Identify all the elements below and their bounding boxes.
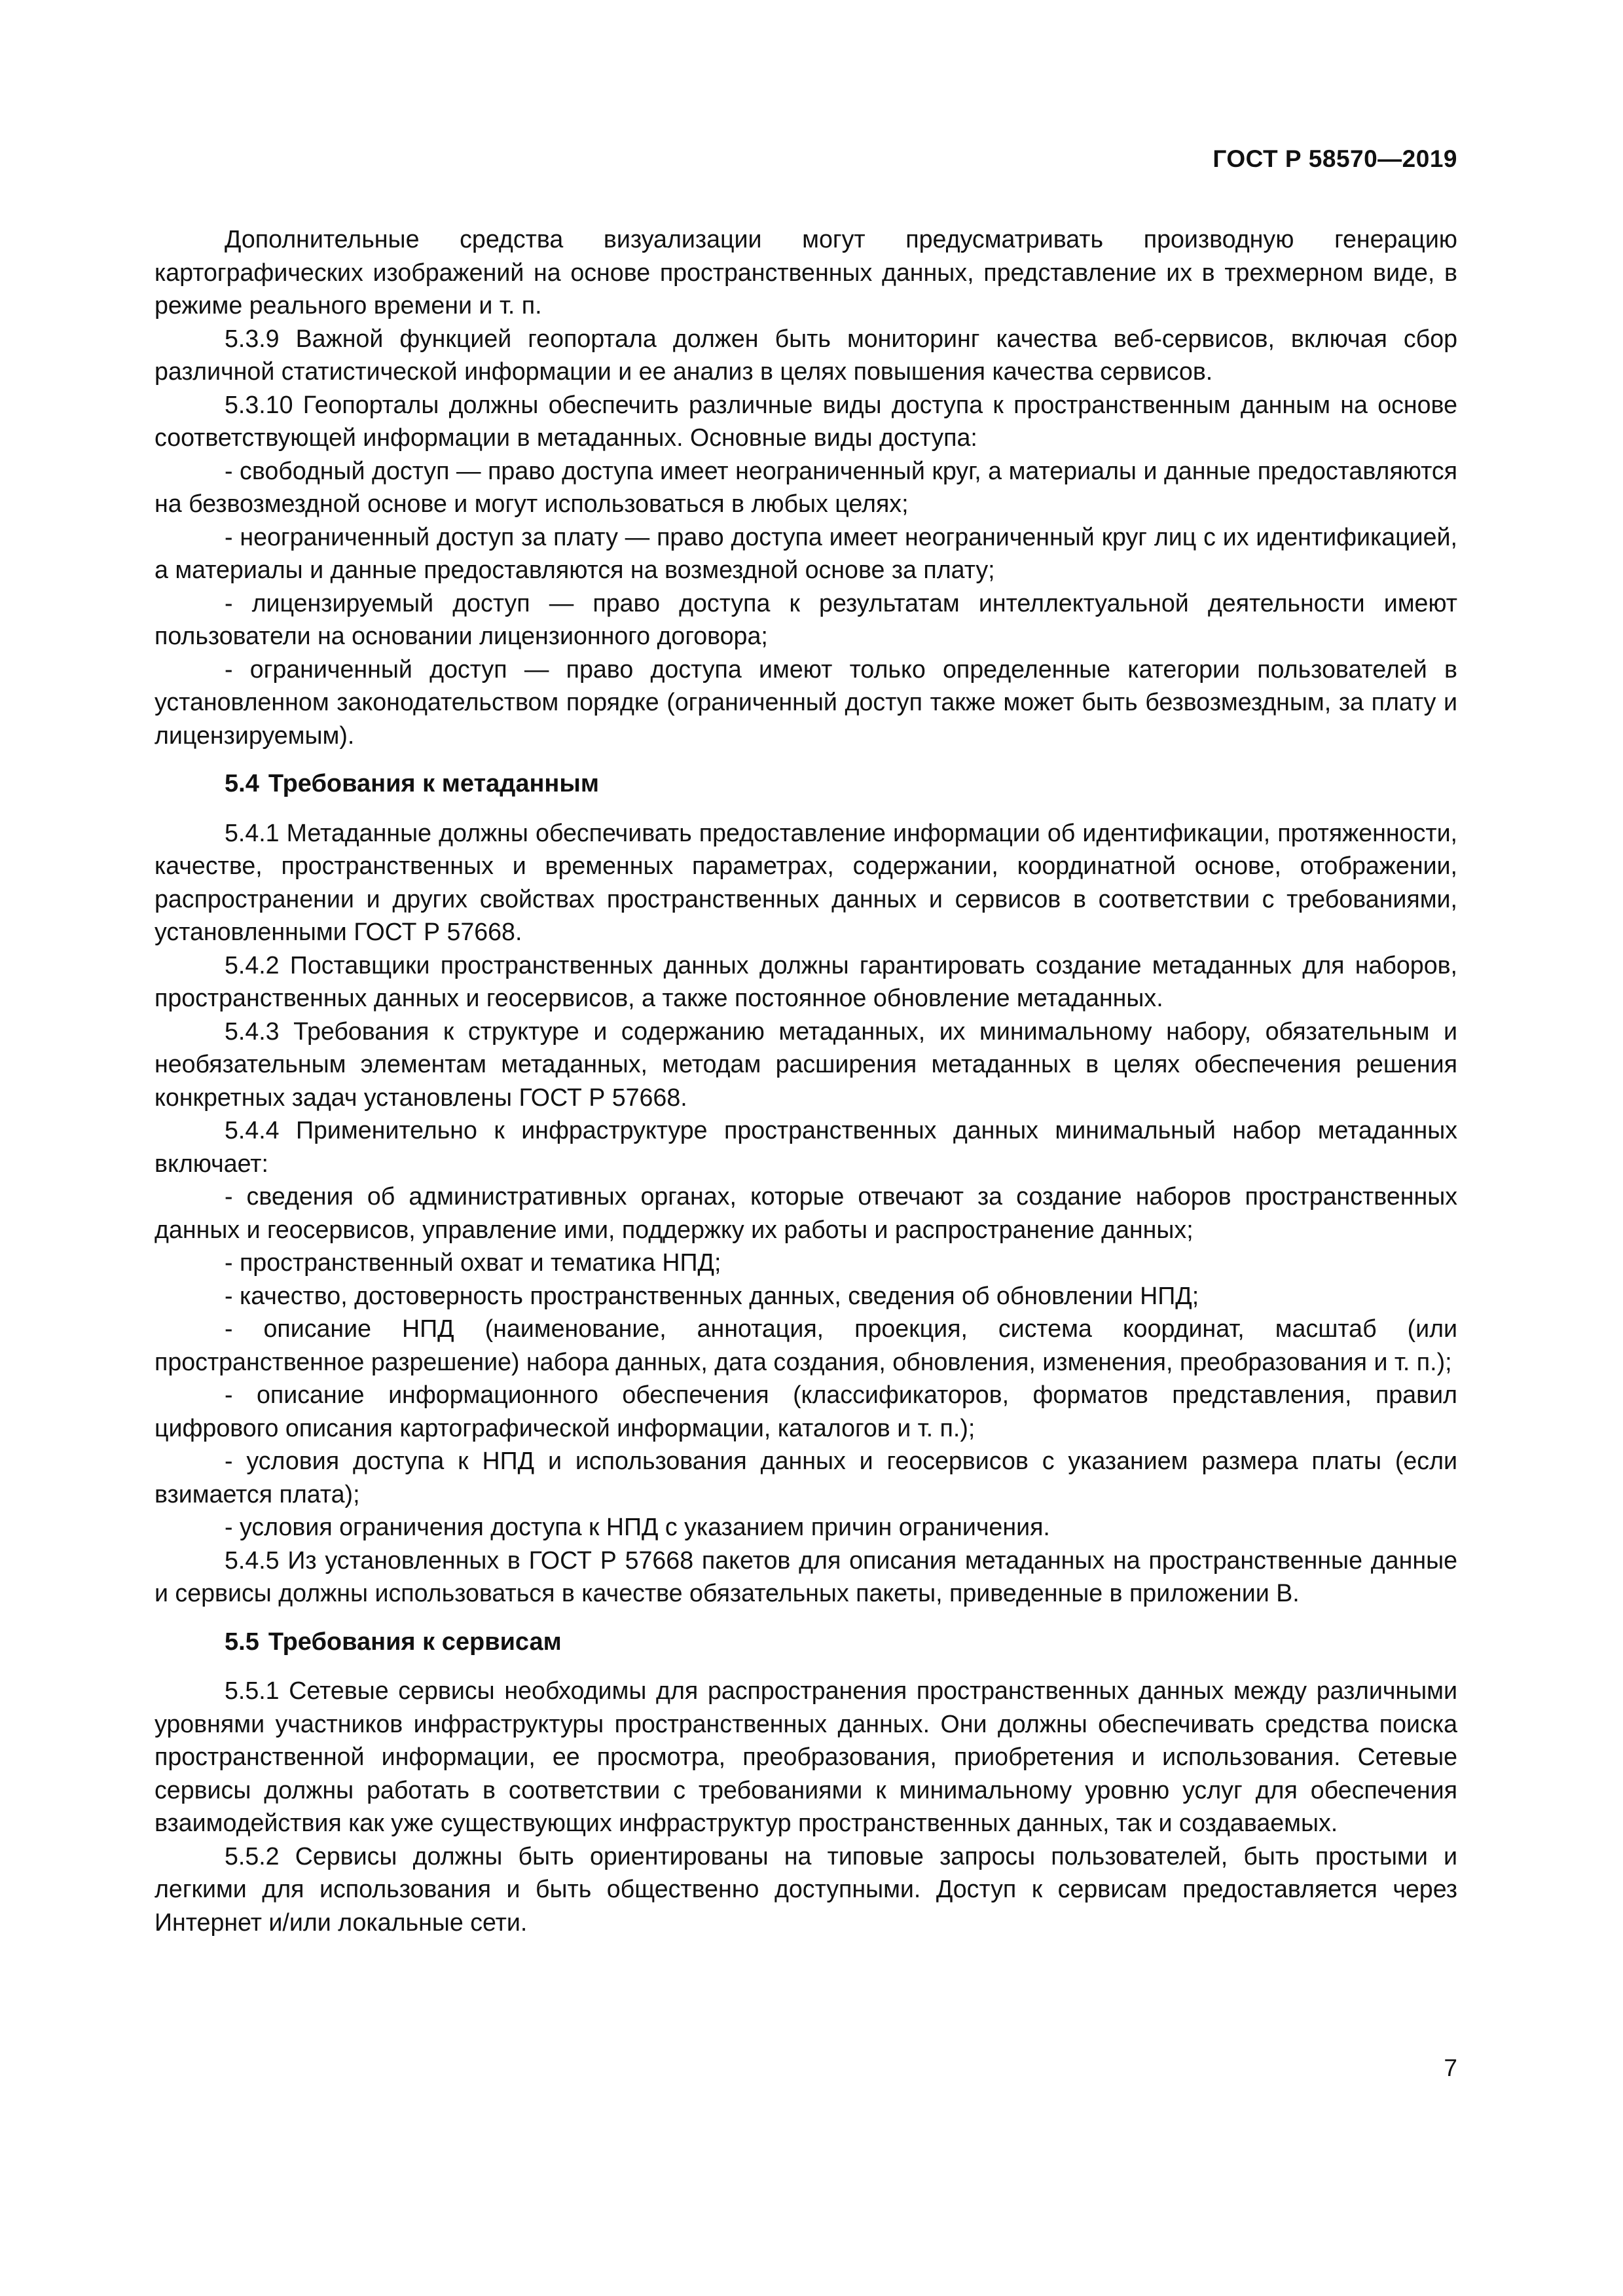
list-item: - описание НПД (наименование, аннотация, проекция, система координат, масштаб (или пространственное разрешение) набора данных, дата создания, обновления, изменения, преобразования и т. п.);	[155, 1315, 1457, 1376]
paragraph: 5.4.1 Метаданные должны обеспечивать предоставление информации об идентификации, протяженности, качестве, пространственных и временных параметрах, содержании, координатной основе, отображении, распространении и других свойствах пространственных данных и сервисов в соответствии с требованиями, установленными ГОСТ Р 57668.	[155, 818, 1457, 945]
paragraph: 5.3.10 Геопорталы должны обеспечить различные виды доступа к пространственным данным на основе соответствующей информации в метаданных. Основные виды доступа:	[155, 390, 1457, 451]
list-item: - ограниченный доступ — право доступа имеют только определенные категории пользователей в установленном законодательством порядке (ограниченный доступ также может быть безвозмездным, за плату и лицензируемым).	[155, 655, 1457, 749]
paragraph: 5.4.4 Применительно к инфраструктуре пространственных данных минимальный набор метаданных включает:	[155, 1116, 1457, 1177]
section-number: 5.5	[225, 1628, 259, 1656]
paragraph: 5.4.5 Из установленных в ГОСТ Р 57668 пакетов для описания метаданных на пространственные данные и сервисы должны использоваться в качестве обязательных пакеты, приведенные в приложении В.	[155, 1546, 1457, 1607]
list-item: - свободный доступ — право доступа имеет неограниченный круг, а материалы и данные предоставляются на безвозмездной основе и могут использоваться в любых целях;	[155, 456, 1457, 517]
paragraph: 5.5.2 Сервисы должны быть ориентированы на типовые запросы пользователей, быть простыми и легкими для использования и быть общественно доступными. Доступ к сервисам предоставляется через Интернет и/или локальные сети.	[155, 1842, 1457, 1936]
list-item: - пространственный охват и тематика НПД;	[225, 1248, 721, 1276]
paragraph: Дополнительные средства визуализации могут предусматривать производную генерацию картографических изображений на основе пространственных данных, представление их в трехмерном виде, в режиме реального времени и т. п.	[155, 225, 1457, 319]
page-number: 7	[1444, 2054, 1457, 2081]
list-item: - условия доступа к НПД и использования данных и геосервисов с указанием размера платы (если взимается плата);	[155, 1447, 1457, 1508]
section-number: 5.4	[225, 770, 259, 797]
document-id-header: ГОСТ Р 58570—2019	[1213, 145, 1457, 172]
paragraph: 5.4.3 Требования к структуре и содержанию метаданных, их минимальному набору, обязательным и необязательным элементам метаданных, методам расширения метаданных в целях обеспечения решения конкретных задач установлены ГОСТ Р 57668.	[155, 1017, 1457, 1111]
list-item: - лицензируемый доступ — право доступа к результатам интеллектуальной деятельности имеют пользователи на основании лицензионного договора;	[155, 589, 1457, 649]
section-title: Требования к сервисам	[268, 1628, 562, 1656]
section-heading-5-4	[155, 767, 1457, 801]
paragraph: 5.3.9 Важной функцией геопортала должен быть мониторинг качества веб-сервисов, включая сбор различной статистической информации и ее анализ в целях повышения качества сервисов.	[155, 324, 1457, 385]
list-item: - качество, достоверность пространственных данных, сведения об обновлении НПД;	[225, 1281, 1199, 1309]
list-item: - описание информационного обеспечения (классификаторов, форматов представления, правил цифрового описания картографической информации, каталогов и т. п.);	[155, 1381, 1457, 1442]
document-body	[155, 223, 1457, 1939]
section-title: Требования к метаданным	[268, 770, 599, 797]
list-item: - условия ограничения доступа к НПД с указанием причин ограничения.	[225, 1513, 1050, 1540]
list-item: - неограниченный доступ за плату — право доступа имеет неограниченный круг лиц с их идентификацией, а материалы и данные предоставляются на возмездной основе за плату;	[155, 522, 1457, 583]
list-item: - сведения об административных органах, которые отвечают за создание наборов пространственных данных и геосервисов, управление ими, поддержку их работы и распространение данных;	[155, 1182, 1457, 1243]
section-heading-5-5	[155, 1626, 1457, 1659]
paragraph: 5.4.2 Поставщики пространственных данных должны гарантировать создание метаданных для наборов, пространственных данных и геосервисов, а также постоянное обновление метаданных.	[155, 951, 1457, 1011]
paragraph: 5.5.1 Сетевые сервисы необходимы для распространения пространственных данных между различными уровнями участников инфраструктуры пространственных данных. Они должны обеспечивать средства поиска пространственной информации, ее просмотра, преобразования, приобретения и использования. Сетевые сервисы должны работать в соответствии с требованиями к минимальному уровню услуг для обеспечения взаимодействия как уже существующих инфраструктур пространственных данных, так и создаваемых.	[155, 1677, 1457, 1836]
